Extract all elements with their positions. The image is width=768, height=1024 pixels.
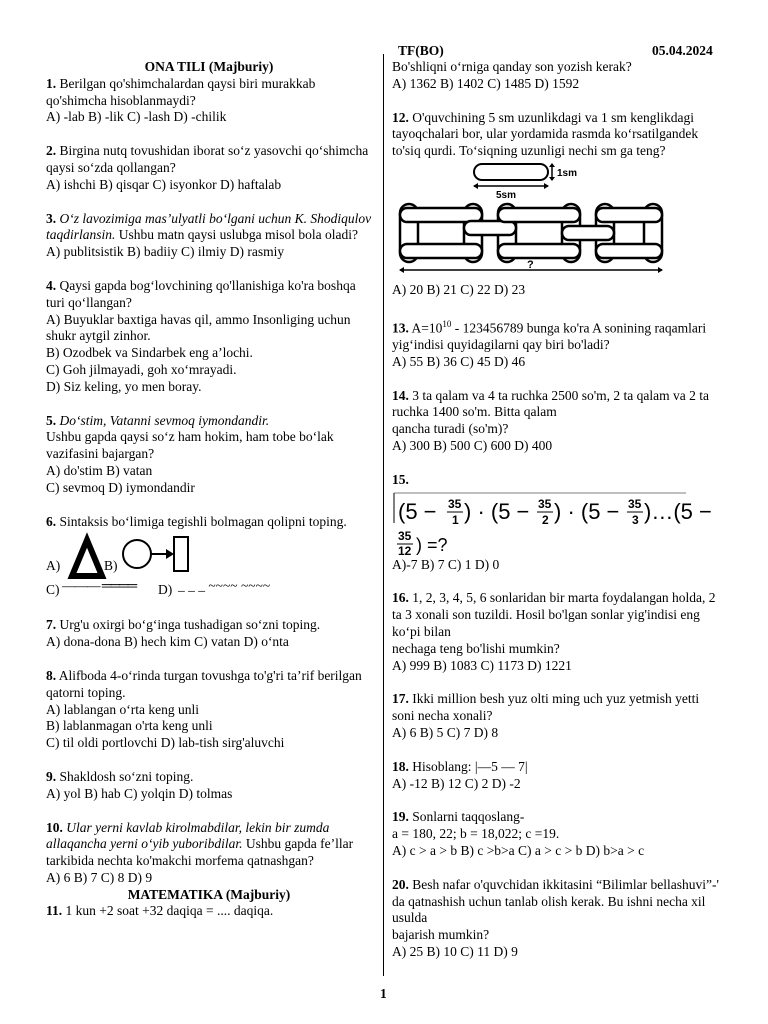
question-number: 20. — [392, 876, 409, 892]
answer-a: A) lablangan o‘rta keng unli — [46, 701, 199, 717]
question-text: Alifboda 4-o‘rinda turgan tovushga to'g'ri ta’rif berilgan qatorni toping. — [46, 667, 362, 700]
symbol-row-ab — [46, 530, 372, 580]
question-1 — [46, 76, 372, 126]
answer-options: A) ishchi B) qisqar C) isyonkor D) haftalab — [46, 176, 282, 192]
question-8 — [46, 668, 372, 752]
question-number: 14. — [392, 387, 409, 403]
fence-sticks — [400, 204, 662, 262]
question-number: 18. — [392, 758, 409, 774]
question-11-continued — [392, 59, 722, 93]
answer-options: A) 20 B) 21 C) 22 D) 23 — [392, 281, 526, 297]
question-text: 1, 2, 3, 4, 5, 6 sonlaridan bir marta foydalangan holda, 2 ta 3 xonali son tuzildi. Hosil bo'lgan sonlar yig'indisi eng ko‘pi bilan — [392, 590, 716, 640]
line-marks-c: ——— ════ — [62, 578, 137, 594]
svg-text:35: 35 — [628, 496, 642, 511]
answer-a: A) Buyuklar baxtiga havas qil, ammo Insonliging uchun shukr aytgil zinhor. — [46, 311, 351, 344]
answer-cd: C) til oldi portlovchi D) lab-tish sirg'aluvchi — [46, 735, 285, 751]
question-text-pre: A=10 — [411, 320, 443, 336]
svg-text:12: 12 — [398, 543, 412, 558]
product-expression-image — [392, 489, 712, 558]
question-number: 12. — [392, 109, 409, 125]
question-number: 17. — [392, 691, 409, 707]
question-number: 7. — [46, 617, 57, 633]
answer-b: B) lablanmagan o'rta keng unli — [46, 718, 213, 734]
answer-options: A) -lab B) -lik C) -lash D) -chilik — [46, 109, 227, 125]
height-label: 1sm — [557, 167, 578, 179]
question-text: Besh nafar o'quvchidan ikkitasini “Bilimlar bellashuvi”-' da qatnashish uchun tanlab olish kerak. Bu ishni necha xil usulda — [392, 876, 719, 926]
svg-text:(5 −: (5 − — [398, 498, 437, 524]
question-text-2: nechaga teng bo'lishi mumkin? — [392, 640, 560, 656]
question-number: 16. — [392, 590, 409, 606]
question-4 — [46, 278, 372, 396]
question-text: Urg'u oxirgi bo‘g‘inga tushadigan so‘zni toping. — [59, 617, 321, 633]
answer-options: A) 999 B) 1083 C) 1173 D) 1221 — [392, 657, 572, 673]
answer-options: A) yol B) hab C) yolqin D) tolmas — [46, 785, 233, 801]
question-text: 1 kun +2 soat +32 daqiqa = .... daqiqa. — [65, 903, 274, 919]
question-5 — [46, 413, 372, 497]
question-text: Ushbu gapda qaysi so‘z ham hokim, ham tobe bo‘lak vazifasini bajargan? — [46, 429, 334, 462]
answer-options: A) 25 B) 10 C) 11 D) 9 — [392, 944, 518, 959]
question-12 — [392, 110, 722, 299]
question-17 — [392, 691, 722, 741]
answer-options: A) 6 B) 7 C) 8 D) 9 — [46, 869, 153, 885]
question-19 — [392, 809, 722, 859]
question-text: O'quvchining 5 sm uzunlikdagi va 1 sm kenglikdagi tayoqchalari bor, ular yordamida rasmda ko‘rsatilgandek to'siq qurdi. To‘siqning uzunligi nechi sm ga teng? — [392, 109, 699, 159]
svg-text:3: 3 — [632, 512, 639, 527]
question-text: Hisoblang: |—5 — 7| — [412, 758, 528, 774]
unknown-length-label: ? — [527, 258, 534, 271]
fence-figure — [392, 160, 682, 282]
test-date: 05.04.2024 — [652, 43, 713, 58]
answer-options: A) -12 B) 12 C) 2 D) -2 — [392, 775, 521, 791]
answer-d: D) Siz keling, yo men boray. — [46, 378, 202, 394]
test-code: TF(BO) — [398, 43, 444, 58]
question-number: 5. — [46, 412, 57, 428]
question-text: Shakldosh so‘zni toping. — [59, 768, 194, 784]
quoted-sentence: O‘z lavozimiga mas’ulyatli bo‘lgani uchun K. Shodiqulov taqdirlansin. — [46, 210, 372, 243]
svg-text:) · (5 −: ) · (5 − — [554, 498, 620, 524]
width-label: 5sm — [496, 189, 517, 201]
right-column — [392, 59, 722, 978]
exponent: 10 — [442, 318, 452, 329]
question-text-2: qancha turadi (so'm)? — [392, 421, 509, 437]
question-number: 4. — [46, 277, 57, 293]
question-text: Ushbu gapda fe’llar tarkibida nechta ko'makchi morfema qatnashgan? — [46, 836, 354, 869]
answer-a-label: A) — [46, 558, 61, 574]
column-divider — [383, 54, 384, 976]
answer-b-label: B) — [104, 558, 118, 574]
question-2 — [46, 143, 372, 193]
answer-ab: A) do'stim B) vatan — [46, 462, 153, 478]
question-6 — [46, 514, 372, 603]
question-7 — [46, 617, 372, 651]
question-number: 8. — [46, 667, 57, 683]
line-marks-d: _ _ _ ~~~~ ~~~~ — [178, 578, 271, 594]
quoted-sentence: Do‘stim, Vatanni sevmoq iymondandir. — [59, 412, 270, 428]
question-number: 15. — [392, 471, 409, 487]
answer-options: A) 1362 B) 1402 C) 1485 D) 1592 — [392, 75, 580, 91]
question-16 — [392, 590, 722, 674]
svg-text:35: 35 — [448, 496, 462, 511]
question-number: 3. — [46, 210, 57, 226]
question-number: 2. — [46, 143, 57, 159]
answer-options: A) 55 B) 36 C) 45 D) 46 — [392, 353, 526, 369]
question-number: 19. — [392, 809, 409, 825]
svg-text:2: 2 — [542, 512, 549, 527]
question-14 — [392, 388, 722, 455]
answer-options: A) c > a > b B) c >b>a C) a > c > b D) b>a > c — [392, 843, 645, 859]
svg-text:)…(5 −: )…(5 − — [644, 498, 712, 524]
answer-options: A)-7 B) 7 C) 1 D) 0 — [392, 556, 500, 572]
section-title-ona-tili: ONA TILI (Majburiy) — [144, 59, 274, 74]
answer-d-label: D) — [158, 582, 173, 598]
question-number: 10. — [46, 819, 63, 835]
answer-c-label: C) — [46, 582, 60, 598]
question-text-2: bajarish mumkin? — [392, 927, 490, 943]
question-text: Sonlarni taqqoslang- — [412, 809, 525, 825]
quoted-sentence: Ular yerni kavlab kirolmabdilar, lekin bir zumda allaqancha yerni o‘yib yuboribdilar. — [46, 819, 330, 852]
question-text: Ushbu matn qaysi uslubga misol bola oladi? — [118, 227, 358, 243]
svg-text:35: 35 — [538, 496, 552, 511]
question-9 — [46, 769, 372, 803]
answer-c: C) Goh jilmayadi, goh xo‘mrayadi. — [46, 361, 237, 377]
question-number: 1. — [46, 75, 57, 91]
symbol-row-cd — [46, 580, 372, 602]
question-text: Birgina nutq tovushidan iborat so‘z yasovchi qo‘shimcha qaysi so‘zda qollangan? — [46, 143, 369, 175]
triangle-symbol — [70, 538, 104, 578]
answer-options: A) dona-dona B) hech kim C) vatan D) o‘nta — [46, 634, 289, 650]
question-text: Sintaksis bo‘limiga tegishli bolmagan qolipni toping. — [59, 513, 347, 529]
circle-arrow-rectangle-symbol — [120, 534, 192, 576]
question-number: 13. — [392, 320, 409, 336]
question-20 — [392, 877, 722, 961]
left-column — [46, 59, 372, 937]
question-11 — [46, 903, 372, 920]
question-text-post: - 123456789 bunga ko'ra A sonining raqamlari yig‘indisi quyidagilarni qay biri bo'ladi? — [392, 320, 707, 353]
question-text: Berilgan qo'shimchalardan qaysi biri murakkab qo'shimcha hisoblanmaydi? — [46, 75, 316, 108]
question-number: 6. — [46, 513, 57, 529]
answer-options: A) publitsistik B) badiiy C) ilmiy D) rasmiy — [46, 244, 285, 260]
answer-options: A) 6 B) 5 C) 7 D) 8 — [392, 725, 499, 741]
question-text: Ikki million besh yuz olti ming uch yuz yetmish yetti soni necha xonali? — [392, 691, 700, 724]
question-number: 9. — [46, 768, 57, 784]
question-15 — [392, 472, 722, 574]
question-10 — [46, 820, 372, 887]
question-text: Bo'shliqni o‘rniga qanday son yozish kerak? — [392, 59, 632, 74]
svg-text:35: 35 — [398, 528, 412, 543]
svg-text:1: 1 — [452, 512, 459, 527]
question-text: 3 ta qalam va 4 ta ruchka 2500 so'm, 2 ta qalam va 2 ta ruchka 1400 so'm. Bitta qalam — [392, 387, 709, 420]
answer-cd: C) sevmoq D) iymondandir — [46, 479, 195, 495]
answer-b: B) Ozodbek va Sindarbek eng a’lochi. — [46, 345, 253, 361]
question-3 — [46, 211, 372, 261]
answer-options: A) 300 B) 500 C) 600 D) 400 — [392, 438, 553, 454]
question-18 — [392, 759, 722, 793]
page-number: 1 — [380, 986, 387, 1001]
svg-text:) =?: ) =? — [416, 534, 448, 555]
question-13 — [392, 316, 722, 371]
section-title-matematika: MATEMATIKA (Majburiy) — [127, 886, 291, 902]
svg-text:) · (5 −: ) · (5 − — [464, 498, 530, 524]
question-number: 11. — [46, 903, 63, 919]
question-values: a = 180, 22; b = 18,022; c =19. — [392, 826, 560, 842]
question-text: Qaysi gapda bog‘lovchining qo'llanishiga ko'ra boshqa turi qo‘llangan? — [46, 277, 356, 310]
